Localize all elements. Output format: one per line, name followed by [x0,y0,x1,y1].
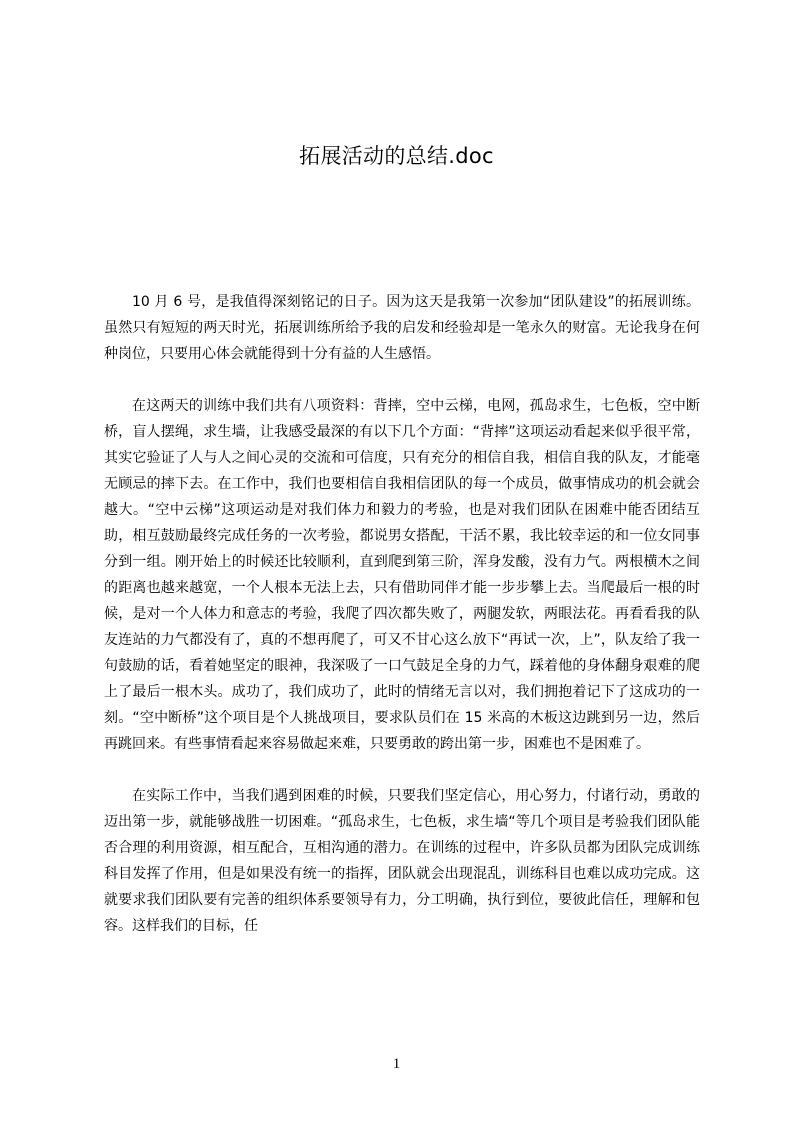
paragraph-3: 在实际工作中，当我们遇到困难的时候，只要我们坚定信心，用心努力，付诸行动，勇敢的迈出第一步，就能够战胜一切困难。“孤岛求生，七色板，求生墙“等几个项目是考验我们团队能否合理的利用资源，相互配合，互相沟通的潜力。在训练的过程中，许多队员都为团队完成训练科目发挥了作用，但是如果没有统一的指挥，团队就会出现混乱，训练科目也难以成功完成。这就要求我们团队要有完善的组织体系要领导有力，分工明确，执行到位，要彼此信任，理解和包容。这样我们的目标，任 [104,788,700,934]
document-body [104,289,700,965]
document-title: 拓展活动的总结.doc [299,144,494,168]
paragraph-1: 10 月 6 号，是我值得深刻铭记的日子。因为这天是我第一次参加“团队建设”的拓展训练。虽然只有短短的两天时光，拓展训练所给予我的启发和经验却是一笔永久的财富。无论我身在何种岗位，只要用心体会就能得到十分有益的人生感悟。 [104,294,700,362]
page-number: 1 [392,1056,401,1072]
paragraph-2: 在这两天的训练中我们共有八项资料：背摔，空中云梯，电网，孤岛求生，七色板，空中断桥，盲人摆绳，求生墙，让我感受最深的有以下几个方面：“背摔”这项运动看起来似乎很平常，其实它验证了人与人之间心灵的交流和可信度，只有充分的相信自我，相信自我的队友，才能毫无顾忌的摔下去。在工作中，我们也要相信自我相信团队的每一个成员，做事情成功的机会就会越大。“空中云梯”这项运动是对我们体力和毅力的考验，也是对我们团队在困难中能否团结互助，相互鼓励最终完成任务的一次考验，都说男女搭配，干活不累，我比较幸运的和一位女同事分到一组。刚开始上的时候还比较顺利，直到爬到第三阶，浑身发酸，没有力气。两根横木之间的距离也越来越宽，一个人根本无法上去，只有借助同伴才能一步步攀上去。当爬最后一根的时候，是对一个人体力和意志的考验，我爬了四次都失败了，两腿发软，两眼法花。再看看我的队友连站的力气都没有了，真的不想再爬了，可又不甘心这么放下“再试一次，上”，队友给了我一句鼓励的话，看着她坚定的眼神，我深吸了一口气鼓足全身的力气，踩着他的身体翻身艰难的爬上了最后一根木头。成功了，我们成功了，此时的情绪无言以对，我们拥抱着记下了这成功的一刻。“空中断桥”这个项目是个人挑战项目，要求队员们在 15 米高的木板这边跳到另一边，然后再跳回来。有些事情看起来容易做起来难，只要勇敢的跨出第一步，困难也不是困难了。 [104,398,700,752]
